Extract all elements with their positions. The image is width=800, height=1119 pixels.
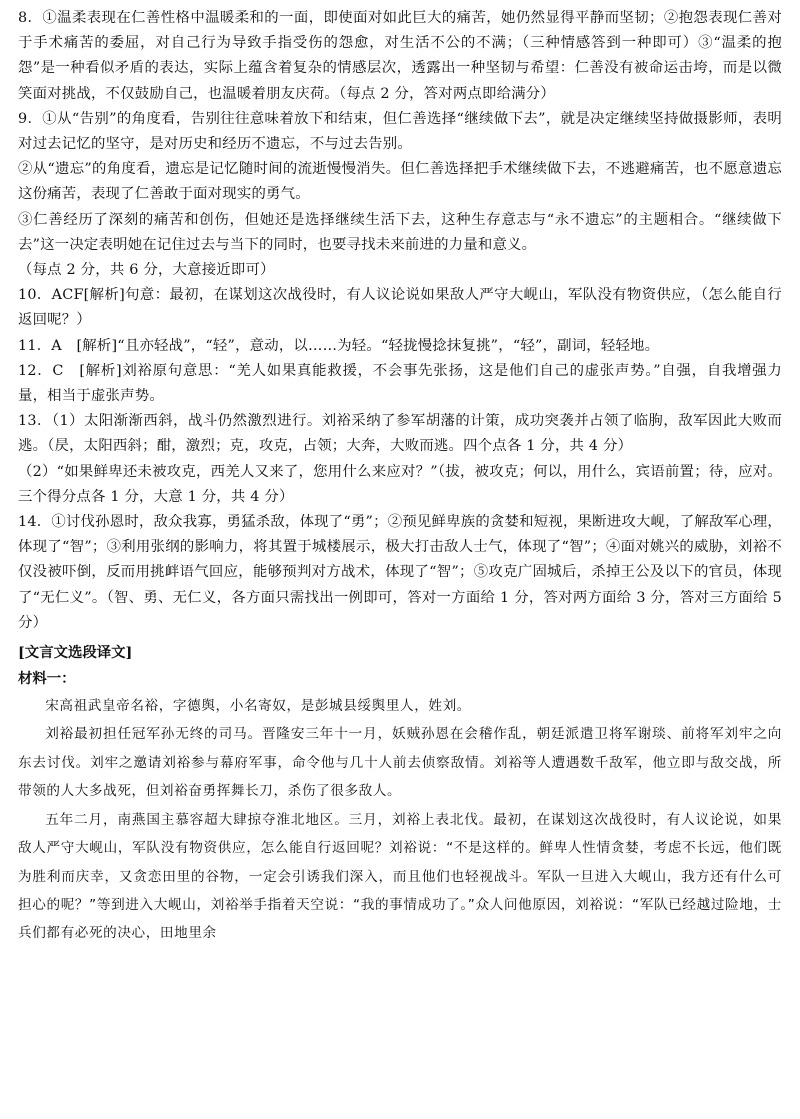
answer-section: [18, 6, 782, 636]
translation-paragraph: 宋高祖武皇帝名裕，字德舆，小名寄奴，是彭城县绥舆里人，姓刘。: [45, 698, 471, 715]
answer-8: 8．①温柔表现在仁善性格中温暖柔和的一面，即使面对如此巨大的痛苦，她仍然显得平静而坚韧；②抱怨表现仁善对于手术痛苦的委屈，对自己行为导致手指受伤的怨愈，对生活不公的不满；（三种情感答到一种即可）③“温柔的抱怨”是一种看似矛盾的表达，实际上蕴含着复杂的情感层次，透露出一种坚韧与希望：仁善没有被命运击垮，而是以微笑面对挑战，不仅鼓励自己，也温暖着朋友庆荷。（每点 2 分，答对两点即给满分）: [18, 10, 782, 102]
translation-section: [18, 692, 782, 948]
translation-paragraph: 五年二月，南燕国主慕容超大肆掠夺淮北地区。三月，刘裕上表北伐。最初，在谋划这次战役时，有人议论说，如果敌人严守大岘山，军队没有物资供应，怎么能自行返回呢？刘裕说：“不是这样的。鲜卑人性情贪婪，考虑不长远，他们既为胜利而庆幸，又贪恋田里的谷物，一定会引诱我们深入，而且他们也轻视战斗。军队一旦进入大岘山，我方还有什么可担心的呢？”等到进入大岘山，刘裕举手指着天空说：“我的事情成功了。”众人问他原因，刘裕说：“军队已经越过险地，士兵们都有必死的决心，田地里余: [18, 811, 782, 942]
answer-14: 14．①讨伐孙恩时，敌众我寡，勇猛杀敌，体现了“勇”；②预见鲜卑族的贪婪和短视，果断进攻大岘，了解敌军心理，体现了“智”；③利用张纲的影响力，将其置于城楼展示，极大打击敌人士气，体现了“智”；④面对姚兴的威胁，刘裕不仅没被吓倒，反而用挑衅语气回应，能够预判对方战术，体现了“智”；⑤攻克广固城后，杀掉王公及以下的官员，体现了“无仁义”。（智、勇、无仁义，各方面只需找出一例即可，答对一方面给 1 分，答对两方面给 3 分，答对三方面给 5 分）: [18, 514, 782, 631]
answer-9-point-3: ③仁善经历了深刻的痛苦和创伤，但她还是选择继续生活下去，这种生存意志与“永不遗忘”的主题相合。“继续做下去”这一决定表明她在记住过去与当下的同时，也要寻找未来前进的力量和意义。: [18, 211, 782, 253]
answer-10: 10．ACF[解析]句意：最初，在谋划这次战役时，有人议论说如果敌人严守大岘山，军队没有物资供应，（怎么能自行返回呢？）: [18, 287, 782, 329]
answer-11: 11．A [解析]“且亦轻战”，“轻”，意动，以……为轻。“轻拢慢捻抹复挑”，“轻”，副词，轻轻地。: [18, 337, 660, 354]
section-title: [文言文选段译文]: [18, 644, 133, 662]
answer-9-point-2: ②从“遗忘”的角度看，遗忘是记忆随时间的流逝慢慢消失。但仁善选择把手术继续做下去，不逃避痛苦，也不愿意遗忘这份痛苦，表现了仁善敢于面对现实的勇气。: [18, 161, 782, 203]
answer-13-part-2: （2）“如果鲜卑还未被攻克，西羌人又来了，您用什么来应对？”（拔，被攻克；何以，用什么，宾语前置；待，应对。三个得分点各 1 分，大意 1 分，共 4 分）: [18, 463, 782, 505]
answer-13-part-1: 13．（1）太阳渐渐西斜，战斗仍然激烈进行。刘裕采纳了参军胡藩的计策，成功突袭并占领了临朐，敌军因此大败而逃。（昃，太阳西斜；酣，激烈；克，攻克，占领；大奔，大败而逃。四个点各 1 分，共 4 分）: [18, 413, 782, 455]
answer-9-point-1: 9．①从“告别”的角度看，告别往往意味着放下和结束，但仁善选择“继续做下去”，就是决定继续坚持做摄影师，表明对过去记忆的坚守，是对历史和经历不遗忘，不与过去告别。: [18, 110, 782, 153]
translation-paragraph: 刘裕最初担任冠军孙无终的司马。晋隆安三年十一月，妖贼孙恩在会稽作乱，朝廷派遣卫将军谢琰、前将军刘牢之向东去讨伐。刘牢之邀请刘裕参与幕府军事，命令他与几十人前去侦察敌情。刘裕等人遭遇数千敌军，他立即与敌交战，所带领的人大多战死，但刘裕奋勇挥舞长刀，杀伤了很多敌人。: [18, 726, 782, 800]
document-page: [18, 6, 782, 948]
answer-9-scoring-note: （每点 2 分，共 6 分，大意接近即可）: [18, 262, 275, 279]
answer-12: 12．C [解析]刘裕原句意思：“羌人如果真能救援，不会事先张扬，这是他们自己的虚张声势。”自强，自我增强力量，相当于虚张声势。: [18, 362, 782, 405]
material-title: 材料一：: [18, 670, 76, 688]
